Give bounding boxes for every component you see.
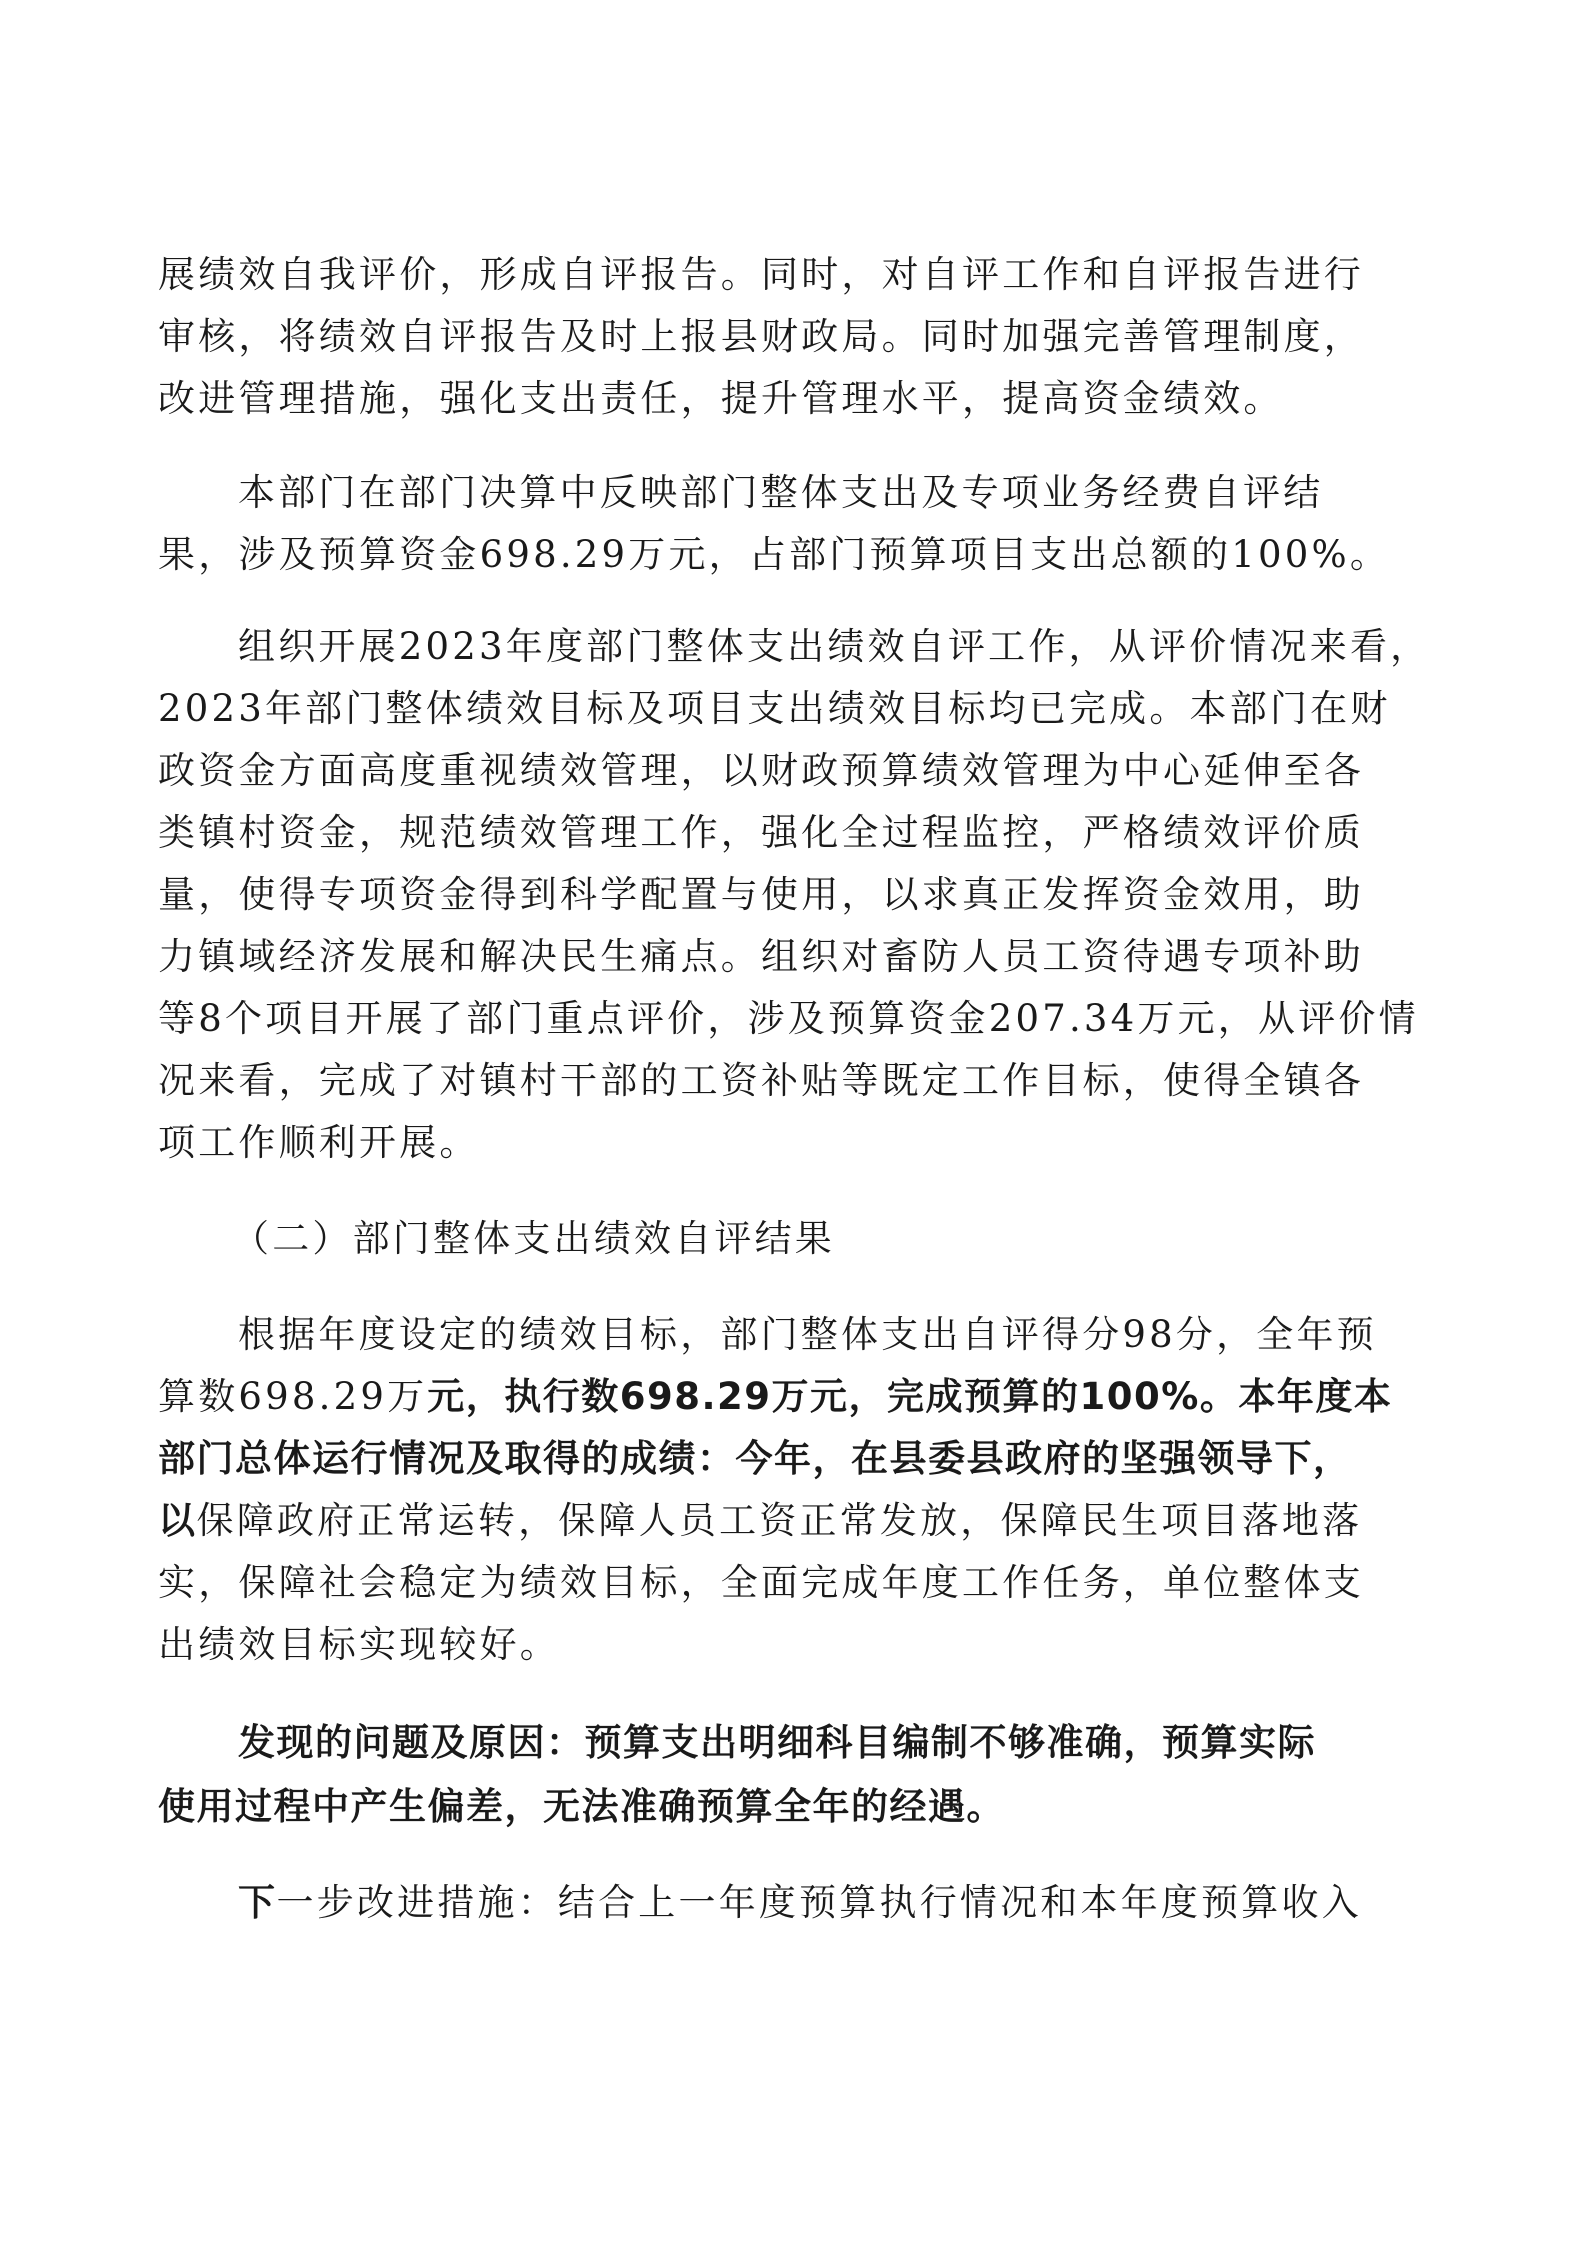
text-line: 使用过程中产生偏差，无法准确预算全年的经遇。: [158, 1785, 1005, 1828]
text-line: 审核，将绩效自评报告及时上报县财政局。同时加强完善管理制度，: [158, 315, 1364, 358]
text-segment: 算数698.29万: [158, 1375, 428, 1418]
text-line: 量，使得专项资金得到科学配置与使用，以求真正发挥资金效用，助: [158, 873, 1364, 916]
text-line: 根据年度设定的绩效目标，部门整体支出自评得分98分，全年预: [238, 1313, 1377, 1356]
text-segment-bold: 下: [238, 1881, 277, 1924]
text-line: 出绩效目标实现较好。: [158, 1623, 560, 1666]
text-line: 部门总体运行情况及取得的成绩：今年，在县委县政府的坚强领导下，: [158, 1437, 1352, 1480]
text-line: 果，涉及预算资金698.29万元，占部门预算项目支出总额的100%。: [158, 533, 1391, 576]
text-line: 类镇村资金，规范绩效管理工作，强化全过程监控，严格绩效评价质: [158, 811, 1364, 854]
text-segment-bold: 元，执行数698.29万元，完成预算的100%。本年度本: [427, 1375, 1393, 1418]
text-line: 改进管理措施，强化支出责任，提升管理水平，提高资金绩效。: [158, 377, 1284, 420]
text-segment: 保障政府正常运转，保障人员工资正常发放，保障民生项目落地落: [196, 1499, 1363, 1542]
section-heading: （二）部门整体支出绩效自评结果: [232, 1217, 835, 1260]
text-line: 展绩效自我评价，形成自评报告。同时，对自评工作和自评报告进行: [158, 253, 1364, 296]
text-line: 项工作顺利开展。: [158, 1121, 480, 1164]
text-line: 本部门在部门决算中反映部门整体支出及专项业务经费自评结: [238, 471, 1324, 514]
text-line: [0, 1496, 1587, 1546]
text-line: 况来看，完成了对镇村干部的工资补贴等既定工作目标，使得全镇各: [158, 1059, 1364, 1102]
text-line: 发现的问题及原因：预算支出明细科目编制不够准确，预算实际: [238, 1721, 1316, 1764]
text-line: 力镇域经济发展和解决民生痛点。组织对畜防人员工资待遇专项补助: [158, 935, 1364, 978]
text-line: [0, 1878, 1587, 1928]
text-segment: 一步改进措施：结合上一年度预算执行情况和本年度预算收入: [276, 1881, 1362, 1924]
text-line: 组织开展2023年度部门整体支出绩效自评工作，从评价情况来看，: [238, 625, 1431, 668]
text-segment-bold: 以: [158, 1499, 197, 1542]
text-line: 等8个项目开展了部门重点评价，涉及预算资金207.34万元，从评价情: [158, 997, 1419, 1040]
text-line: 政资金方面高度重视绩效管理，以财政预算绩效管理为中心延伸至各: [158, 749, 1364, 792]
text-line: 实，保障社会稳定为绩效目标，全面完成年度工作任务，单位整体支: [158, 1561, 1364, 1604]
text-line: 2023年部门整体绩效目标及项目支出绩效目标均已完成。本部门在财: [158, 687, 1391, 730]
text-line: [0, 1372, 1587, 1422]
